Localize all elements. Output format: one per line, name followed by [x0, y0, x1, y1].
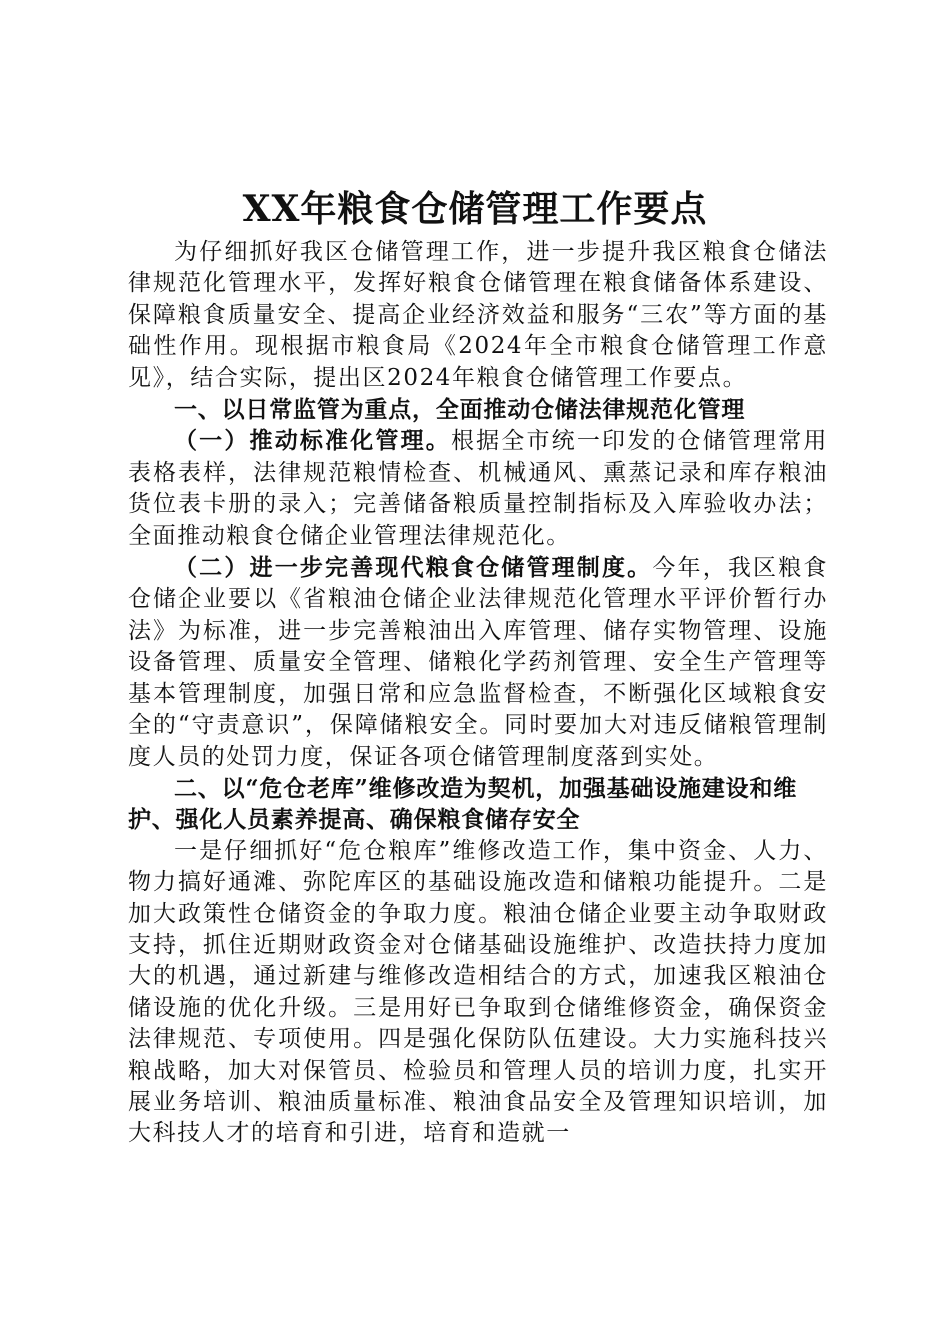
section-1-heading: 一、以日常监管为重点，全面推动仓储法律规范化管理 [174, 396, 746, 424]
section-1-item-1-lead: （一）推动标准化管理。 [174, 427, 451, 455]
document-body [128, 237, 828, 1150]
intro-paragraph: 为仔细抓好我区仓储管理工作，进一步提升我区粮食仓储法律规范化管理水平，发挥好粮食仓储管理在粮食储备体系建设、保障粮食质量安全、提高企业经济效益和服务“三农”等方面的基础性作用。现根据市粮食局《2024年全市粮食仓储管理工作意见》，结合实际，提出区2024年粮食仓储管理工作要点。 [128, 239, 828, 391]
section-1-item-1-text: 根据全市统一印发的仓储管理常用表格表样，法律规范粮情检查、机械通风、熏蒸记录和库存粮油货位表卡册的录入；完善储备粮质量控制指标及入库验收办法；全面推动粮食仓储企业管理法律规范化。 [128, 428, 828, 549]
section-1-item-1 [128, 425, 828, 552]
section-2-heading: 二、以“危仓老库”维修改造为契机，加强基础设施建设和维护、强化人员素养提高、确保粮食储存安全 [128, 774, 798, 834]
section-1-item-2-lead: （二）进一步完善现代粮食仓储管理制度。 [174, 554, 653, 582]
section-2-paragraph: 一是仔细抓好“危仓粮库”维修改造工作，集中资金、人力、物力搞好通滩、弥陀库区的基础设施改造和储粮功能提升。二是加大政策性仓储资金的争取力度。粮油仓储企业要主动争取财政支持，抓住近期财政资金对仓储基础设施维护、改造扶持力度加大的机遇，通过新建与维修改造相结合的方式，加速我区粮油仓储设施的优化升级。三是用好已争取到仓储维修资金，确保资金法律规范、专项使用。四是强化保防队伍建设。大力实施科技兴粮战略，加大对保管员、检验员和管理人员的培训力度，扎实开展业务培训、粮油质量标准、粮油食品安全及管理知识培训，加大科技人才的培育和引进，培育和造就一 [128, 837, 828, 1147]
section-1-item-2 [128, 552, 828, 773]
document-title: XX年粮食仓储管理工作要点 [242, 188, 708, 230]
section-1-item-2-text: 今年，我区粮食仓储企业要以《省粮油仓储企业法律规范化管理水平评价暂行办法》为标准，进一步完善粮油出入库管理、储存实物管理、设施设备管理、质量安全管理、储粮化学药剂管理、安全生产管理等基本管理制度，加强日常和应急监督检查，不断强化区域粮食安全的“守责意识”，保障储粮安全。同时要加大对违反储粮管理制度人员的处罚力度，保证各项仓储管理制度落到实处。 [128, 555, 828, 770]
